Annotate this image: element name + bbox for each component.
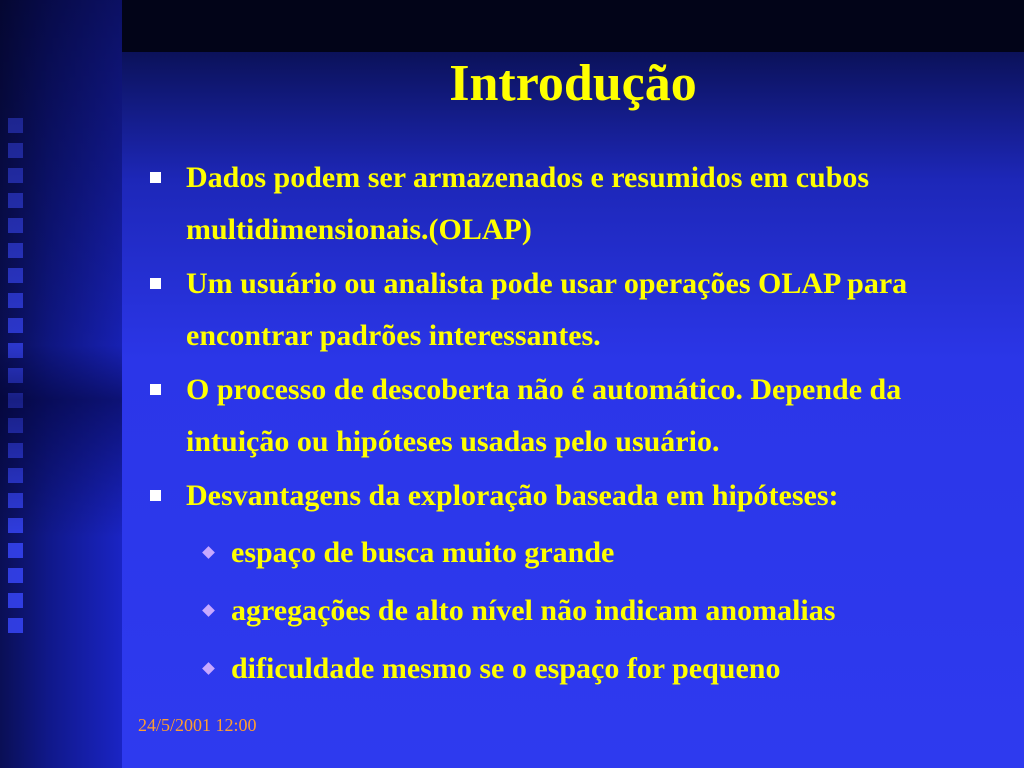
sub-bullet-item [148,582,988,640]
square-bullet-icon [150,278,161,289]
decor-square [8,293,23,308]
decor-square [8,268,23,283]
sub-bullet-item [148,640,988,698]
decor-square [8,143,23,158]
square-bullet-icon [150,490,161,501]
bullet-text: Um usuário ou analista pode usar operações OLAP para encontrar padrões interessantes. [186,267,908,352]
decor-square [8,168,23,183]
square-bullet-icon [150,172,161,183]
decor-square [8,468,23,483]
decor-square [8,193,23,208]
decor-square [8,243,23,258]
decor-square [8,318,23,333]
decor-square [8,118,23,133]
decor-square [8,218,23,233]
decor-square [8,543,23,558]
decor-square [8,343,23,358]
decor-square [8,443,23,458]
sub-bullet-text: espaço de busca muito grande [231,536,615,569]
bullet-text: Dados podem ser armazenados e resumidos em cubos multidimensionais.(OLAP) [186,161,870,246]
diamond-bullet-icon [202,604,215,617]
bullet-item [148,470,988,522]
diamond-bullet-icon [202,662,215,675]
bullet-item [148,258,988,362]
sub-bullet-text: agregações de alto nível não indicam anomalias [231,594,836,627]
decor-square [8,368,23,383]
footer-datetime: 24/5/2001 12:00 [138,715,257,735]
bullet-text: Desvantagens da exploração baseada em hipóteses: [186,479,839,512]
decor-square [8,393,23,408]
bullet-item [148,152,988,256]
sub-bullet-item [148,524,988,582]
top-dark-band [122,0,1024,52]
decor-square [8,418,23,433]
bullet-text: O processo de descoberta não é automático. Depende da intuição ou hipóteses usadas pelo usuário. [186,373,902,458]
decor-square [8,493,23,508]
decor-square [8,593,23,608]
decor-square [8,618,23,633]
left-decor-strip [0,0,122,768]
slide-title: Introdução [449,55,697,112]
slide-content [148,152,988,698]
decor-square [8,518,23,533]
square-bullet-icon [150,384,161,395]
decor-squares [4,118,28,643]
bullet-item [148,364,988,468]
decor-square [8,568,23,583]
diamond-bullet-icon [202,546,215,559]
sub-bullet-text: dificuldade mesmo se o espaço for pequeno [231,652,781,685]
